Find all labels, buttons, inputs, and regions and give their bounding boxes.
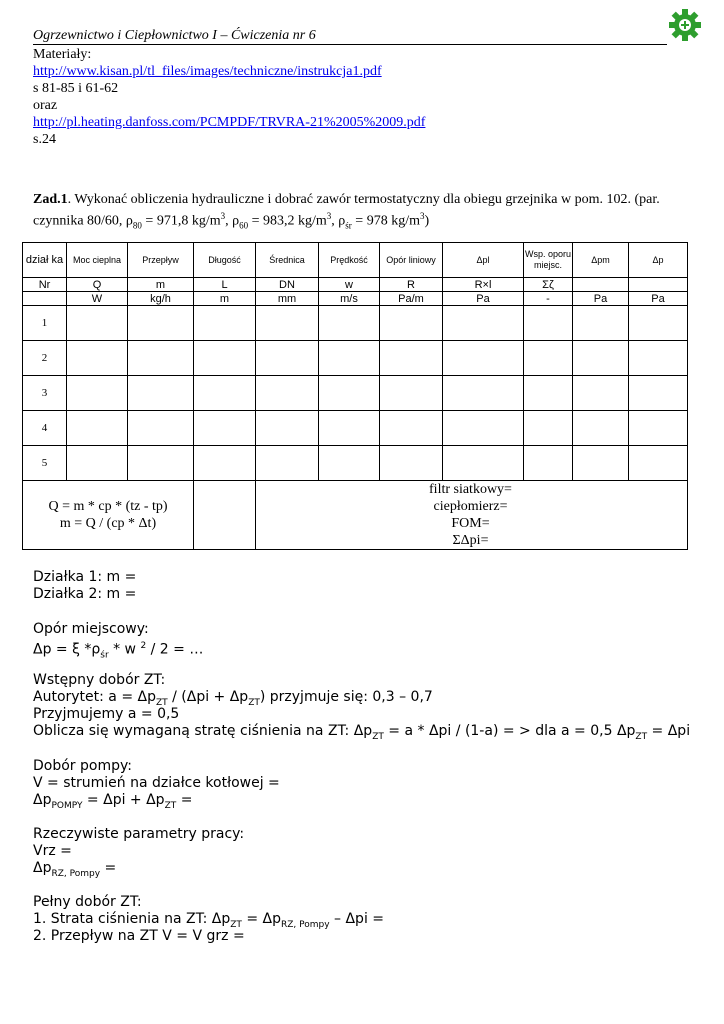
formula-part: – Δpi =	[329, 911, 385, 927]
table-cell[interactable]	[573, 306, 629, 341]
table-cell[interactable]	[319, 446, 380, 481]
page-header-title: Ogrzewnictwo i Ciepłownictwo I – Ćwiczenia nr 6	[33, 28, 316, 43]
table-cell[interactable]	[319, 411, 380, 446]
table-row	[23, 411, 688, 446]
materials-conjunction: oraz	[33, 98, 58, 113]
formula-sup: 2	[140, 641, 147, 651]
table-cell[interactable]	[319, 306, 380, 341]
unit-row	[23, 292, 688, 306]
table-cell[interactable]	[443, 376, 524, 411]
formula-part: / (Δpi + Δp	[167, 689, 249, 705]
table-cell[interactable]	[128, 376, 194, 411]
unit-exponent: 3	[419, 211, 425, 221]
table-cell[interactable]	[256, 446, 319, 481]
table-cell[interactable]	[319, 376, 380, 411]
table-cell[interactable]	[256, 341, 319, 376]
table-cell[interactable]	[443, 341, 524, 376]
formula-sub: POMPY	[51, 800, 83, 811]
formula-sub: ZT	[372, 731, 384, 742]
formula-sub: ZT	[635, 731, 648, 742]
materials-link-danfoss[interactable]: http://pl.heating.danfoss.com/PCMPDF/TRVRA-21%2005%2009.pdf	[33, 115, 426, 130]
dprz-line	[33, 860, 116, 883]
formula-part: * w	[108, 641, 141, 658]
unit-exponent: 3	[220, 211, 226, 221]
gear-icon	[668, 8, 702, 42]
formula-part: 1. Strata ciśnienia na ZT: Δp	[33, 911, 231, 927]
symbol-cell	[629, 278, 688, 292]
header-cell: Prędkość	[319, 243, 380, 278]
table-row	[23, 376, 688, 411]
local-resistance-label: Opór miejscowy:	[33, 621, 149, 637]
formula-part: =	[100, 860, 117, 876]
row-number: 5	[23, 446, 67, 481]
row-number: 4	[23, 411, 67, 446]
vrz-line: Vrz =	[33, 843, 72, 859]
header-cell: Średnica	[256, 243, 319, 278]
formula-part: Oblicza się wymaganą stratę ciśnienia na ZT: Δp	[33, 723, 373, 739]
heat-meter-label: ciepłomierz=	[433, 499, 508, 514]
task-end: )	[424, 213, 430, 229]
local-resistance-formula	[33, 638, 203, 664]
table-cell[interactable]	[524, 376, 573, 411]
formula-part: = Δpi	[647, 723, 691, 739]
table-cell[interactable]	[128, 411, 194, 446]
symbol-cell	[573, 278, 629, 292]
rho-80-value: = 971,8 kg/m	[141, 213, 221, 229]
fixed-resistances-cell	[256, 481, 688, 550]
assumption-line: Przyjmujemy a = 0,5	[33, 706, 180, 722]
symbol-row	[23, 278, 688, 292]
task-separator: , ρ	[225, 213, 240, 229]
header-cell: Wsp. oporu miejsc.	[524, 243, 573, 278]
table-cell[interactable]	[194, 376, 256, 411]
table-cell[interactable]	[67, 411, 128, 446]
unit-cell: m	[194, 292, 256, 306]
materials-pages-2: s.24	[33, 132, 56, 147]
formula-part: = Δpi + Δp	[82, 792, 165, 808]
table-cell[interactable]	[194, 446, 256, 481]
sum-dpi-label: ΣΔpi=	[452, 533, 489, 548]
symbol-cell: Σζ	[524, 278, 573, 292]
actual-params-label: Rzeczywiste parametry pracy:	[33, 826, 245, 842]
unit-cell: Pa	[573, 292, 629, 306]
symbol-cell: Nr	[23, 278, 67, 292]
header-cell: dział ka	[23, 243, 67, 278]
table-cell[interactable]	[524, 411, 573, 446]
table-cell[interactable]	[128, 446, 194, 481]
footer-row	[23, 481, 688, 550]
formula-part: ) przyjmuje się: 0,3 – 0,7	[259, 689, 433, 705]
row-number: 3	[23, 376, 67, 411]
formula-part: Δp	[33, 792, 52, 808]
unit-cell: kg/h	[128, 292, 194, 306]
formula-part: Autorytet: a = Δp	[33, 689, 156, 705]
header-cell: Opór liniowy	[380, 243, 443, 278]
row-number: 1	[23, 306, 67, 341]
symbol-cell: L	[194, 278, 256, 292]
table-cell[interactable]	[573, 376, 629, 411]
header-cell: Δp	[629, 243, 688, 278]
table-cell[interactable]	[319, 341, 380, 376]
materials-label: Materiały:	[33, 47, 92, 62]
header-rule	[33, 44, 667, 45]
header-cell: Moc cieplna	[67, 243, 128, 278]
table-cell[interactable]	[443, 306, 524, 341]
table-row	[23, 446, 688, 481]
formula-sub: RZ, Pompy	[281, 919, 330, 930]
rho-avg-sub: śr	[345, 220, 352, 231]
table-row	[23, 341, 688, 376]
table-cell[interactable]	[256, 411, 319, 446]
table-cell[interactable]	[380, 341, 443, 376]
task-text: . Wykonać obliczenia hydrauliczne i dobrać zawór termostatyczny dla obiegu grzejnika w pom. 102. (par. czynnika 80/60, ρ	[33, 192, 660, 229]
required-loss-line	[33, 723, 690, 746]
table-cell[interactable]	[380, 446, 443, 481]
symbol-cell: Q	[67, 278, 128, 292]
formula-cell	[23, 481, 194, 550]
formula-m: m = Q / (cp * Δt)	[59, 516, 157, 531]
table-cell[interactable]	[443, 411, 524, 446]
unit-cell: Pa	[629, 292, 688, 306]
table-cell[interactable]	[573, 411, 629, 446]
table-cell[interactable]	[573, 446, 629, 481]
table-cell[interactable]	[194, 411, 256, 446]
formula-part: =	[176, 792, 193, 808]
header-cell: Przepływ	[128, 243, 194, 278]
table-cell[interactable]	[629, 306, 688, 341]
hydraulic-calc-table	[22, 242, 688, 550]
table-cell[interactable]	[67, 376, 128, 411]
unit-cell	[23, 292, 67, 306]
formula-part: / 2 = …	[146, 641, 204, 658]
table-cell[interactable]	[629, 411, 688, 446]
row-number: 2	[23, 341, 67, 376]
header-cell: Długość	[194, 243, 256, 278]
pump-selection-label: Dobór pompy:	[33, 758, 132, 774]
filter-label: filtr siatkowy=	[429, 482, 512, 497]
full-zt-step-2: 2. Przepływ na ZT V = V grz =	[33, 928, 245, 944]
table-cell[interactable]	[67, 341, 128, 376]
table-cell[interactable]	[524, 341, 573, 376]
symbol-cell: R	[380, 278, 443, 292]
unit-cell: W	[67, 292, 128, 306]
unit-cell: m/s	[319, 292, 380, 306]
formula-part: Δp	[33, 860, 52, 876]
table-cell[interactable]	[524, 306, 573, 341]
table-row	[23, 306, 688, 341]
unit-cell: -	[524, 292, 573, 306]
formula-sub: ZT	[248, 697, 260, 708]
table-cell[interactable]	[194, 481, 256, 550]
fom-label: FOM=	[451, 516, 490, 531]
symbol-cell: w	[319, 278, 380, 292]
table-cell[interactable]	[128, 341, 194, 376]
formula-sub: ZT	[164, 800, 177, 811]
formula-part: = Δp	[241, 911, 282, 927]
header-cell: Δpl	[443, 243, 524, 278]
full-zt-label: Pełny dobór ZT:	[33, 894, 142, 910]
unit-cell: Pa/m	[380, 292, 443, 306]
table-cell[interactable]	[67, 306, 128, 341]
boiler-flow-line: V = strumień na działce kotłowej =	[33, 775, 280, 791]
table-cell[interactable]	[194, 306, 256, 341]
rho-80-sub: 80	[132, 220, 142, 231]
table-cell[interactable]	[629, 341, 688, 376]
section-dzialka-1: Działka 1: m =	[33, 569, 137, 585]
task-separator: , ρ	[331, 213, 346, 229]
section-dzialka-2: Działka 2: m =	[33, 586, 137, 602]
table-cell[interactable]	[256, 306, 319, 341]
pump-head-line	[33, 792, 192, 815]
table-cell[interactable]	[629, 446, 688, 481]
table-cell[interactable]	[380, 411, 443, 446]
materials-pages-1: s 81-85 i 61-62	[33, 81, 119, 96]
symbol-cell: m	[128, 278, 194, 292]
table-cell[interactable]	[573, 341, 629, 376]
table-cell[interactable]	[380, 376, 443, 411]
formula-sub: RZ, Pompy	[51, 868, 101, 879]
table-cell[interactable]	[194, 341, 256, 376]
rho-60-sub: 60	[239, 220, 249, 231]
materials-link-kisan[interactable]: http://www.kisan.pl/tl_files/images/techniczne/instrukcja1.pdf	[33, 64, 382, 79]
unit-cell: Pa	[443, 292, 524, 306]
unit-exponent: 3	[326, 211, 332, 221]
table-cell[interactable]	[629, 376, 688, 411]
formula-q: Q = m * cp * (tz - tp)	[48, 499, 168, 514]
table-cell[interactable]	[67, 446, 128, 481]
prelim-zt-label: Wstępny dobór ZT:	[33, 672, 166, 688]
header-row	[23, 243, 688, 278]
table-cell[interactable]	[256, 376, 319, 411]
rho-60-value: = 983,2 kg/m	[248, 213, 327, 229]
symbol-cell: DN	[256, 278, 319, 292]
task-statement	[33, 191, 703, 234]
table-cell[interactable]	[524, 446, 573, 481]
formula-sub: ZT	[230, 919, 242, 930]
table-cell[interactable]	[128, 306, 194, 341]
formula-part: = a * Δpi / (1-a) = > dla a = 0,5 Δp	[383, 723, 636, 739]
task-label: Zad.1	[33, 192, 68, 207]
table-cell[interactable]	[380, 306, 443, 341]
header-cell: Δpm	[573, 243, 629, 278]
symbol-cell: R×l	[443, 278, 524, 292]
formula-sub: śr	[100, 650, 109, 661]
formula-part: Δp = ξ *ρ	[33, 641, 101, 658]
rho-avg-value: = 978 kg/m	[351, 213, 420, 229]
unit-cell: mm	[256, 292, 319, 306]
table-cell[interactable]	[443, 446, 524, 481]
formula-sub: ZT	[155, 697, 168, 708]
